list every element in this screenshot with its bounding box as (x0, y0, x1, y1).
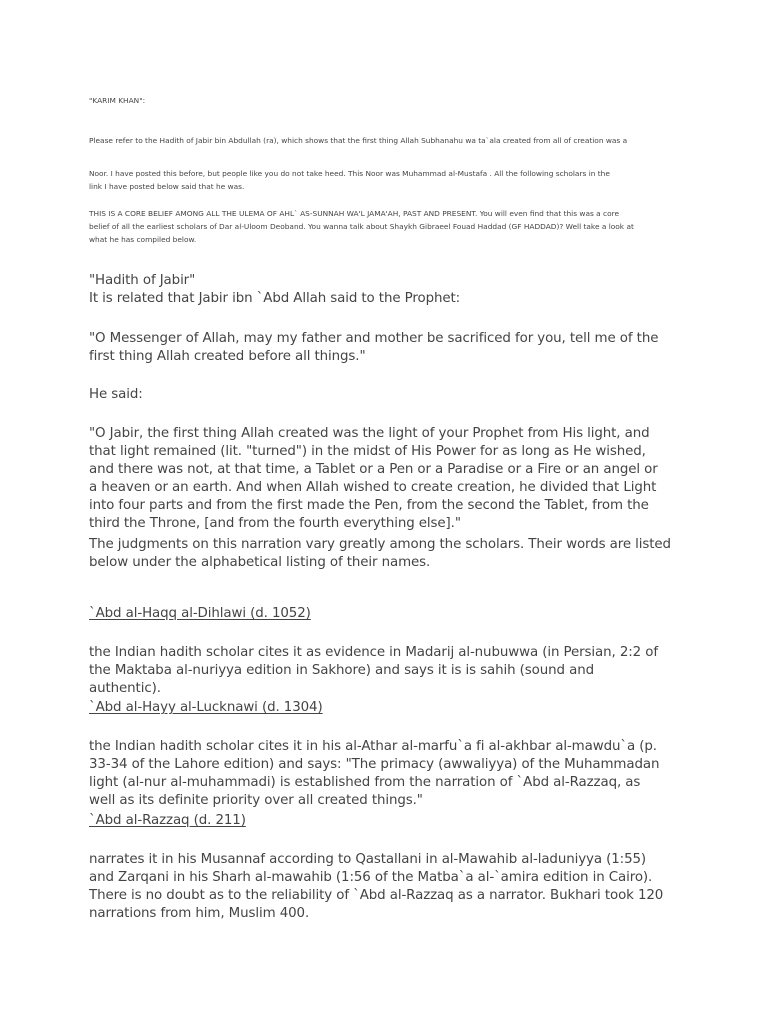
intro-paragraph-3-line-3: what he has compiled below. (89, 235, 197, 244)
hadith-answer-line: "O Jabir, the first thing Allah created was the light of your Prophet from His light, and (89, 426, 650, 441)
scholar-heading-abd-al-haqq[interactable]: `Abd al-Haqq al-Dihlawi (d. 1052) (89, 606, 311, 621)
addressee-line: "KARIM KHAN": (89, 96, 146, 105)
intro-paragraph-2-line-1: Noor. I have posted this before, but people like you do not take heed. This Noor was Muhammad al-Mustafa . All the following scholars in the (89, 169, 610, 178)
hadith-intro: It is related that Jabir ibn `Abd Allah said to the Prophet: (89, 291, 461, 306)
scholar-text-line: well as its definite priority over all created things." (89, 793, 423, 808)
scholar-text-line: narrations from him, Muslim 400. (89, 906, 310, 921)
hadith-answer-line: and there was not, at that time, a Tablet or a Pen or a Paradise or a Fire or an angel or (89, 462, 658, 477)
intro-paragraph-3-line-2: belief of all the earliest scholars of Dar al-Uloom Deoband. You wanna talk about Shaykh Gibraeel Fouad Haddad (GF HADDAD)? Well take a look at (89, 222, 634, 231)
hadith-question-line-2: first thing Allah created before all things." (89, 349, 366, 364)
judgments-line: below under the alphabetical listing of their names. (89, 555, 431, 570)
scholar-heading-abd-al-hayy[interactable]: `Abd al-Hayy al-Lucknawi (d. 1304) (89, 700, 323, 715)
intro-paragraph-3-line-1: THIS IS A CORE BELIEF AMONG ALL THE ULEMA OF AHL` AS-SUNNAH WA'L JAMA'AH, PAST AND PRESENT. You will even find that this was a core (89, 209, 620, 218)
hadith-question-line-1: "O Messenger of Allah, may my father and mother be sacrificed for you, tell me of the (89, 331, 659, 346)
judgments-line: The judgments on this narration vary greatly among the scholars. Their words are listed (89, 537, 671, 552)
scholar-text-line: light (al-nur al-muhammadi) is established from the narration of `Abd al-Razzaq, as (89, 775, 641, 790)
scholar-heading-abd-al-razzaq[interactable]: `Abd al-Razzaq (d. 211) (89, 813, 246, 828)
scholar-text-line: the Indian hadith scholar cites it as evidence in Madarij al-nubuwwa (in Persian, 2:2 of (89, 645, 658, 660)
scholar-text-line: the Indian hadith scholar cites it in his al-Athar al-marfu`a fi al-akhbar al-mawdu`a (p. (89, 739, 657, 754)
hadith-answer-line: third the Throne, [and from the fourth everything else]." (89, 516, 461, 531)
hadith-he-said: He said: (89, 387, 143, 402)
hadith-answer-line: that light remained (lit. "turned") in the midst of His Power for as long as He wished, (89, 444, 646, 459)
intro-paragraph-1: Please refer to the Hadith of Jabir bin Abdullah (ra), which shows that the first thing Allah Subhanahu wa ta`ala created from all of creation was a (89, 136, 628, 145)
scholar-text-line: There is no doubt as to the reliability of `Abd al-Razzaq as a narrator. Bukhari took 120 (89, 888, 664, 903)
hadith-answer-line: into four parts and from the first made the Pen, from the second the Tablet, from the (89, 498, 649, 513)
scholar-text-line: 33-34 of the Lahore edition) and says: "The primacy (awwaliyya) of the Muhammadan (89, 757, 660, 772)
scholar-text-line: the Maktaba al-nuriyya edition in Sakhore) and says it is is sahih (sound and (89, 663, 595, 678)
intro-paragraph-2-line-2: link I have posted below said that he was. (89, 182, 245, 191)
hadith-answer-line: a heaven or an earth. And when Allah wished to create creation, he divided that Light (89, 480, 657, 495)
scholar-text-line: authentic). (89, 681, 161, 696)
scholar-text-line: and Zarqani in his Sharh al-mawahib (1:56 of the Matba`a al-`amira edition in Cairo). (89, 870, 653, 885)
scholar-text-line: narrates it in his Musannaf according to Qastallani in al-Mawahib al-laduniyya (1:55) (89, 852, 647, 867)
hadith-title: "Hadith of Jabir" (89, 273, 196, 288)
